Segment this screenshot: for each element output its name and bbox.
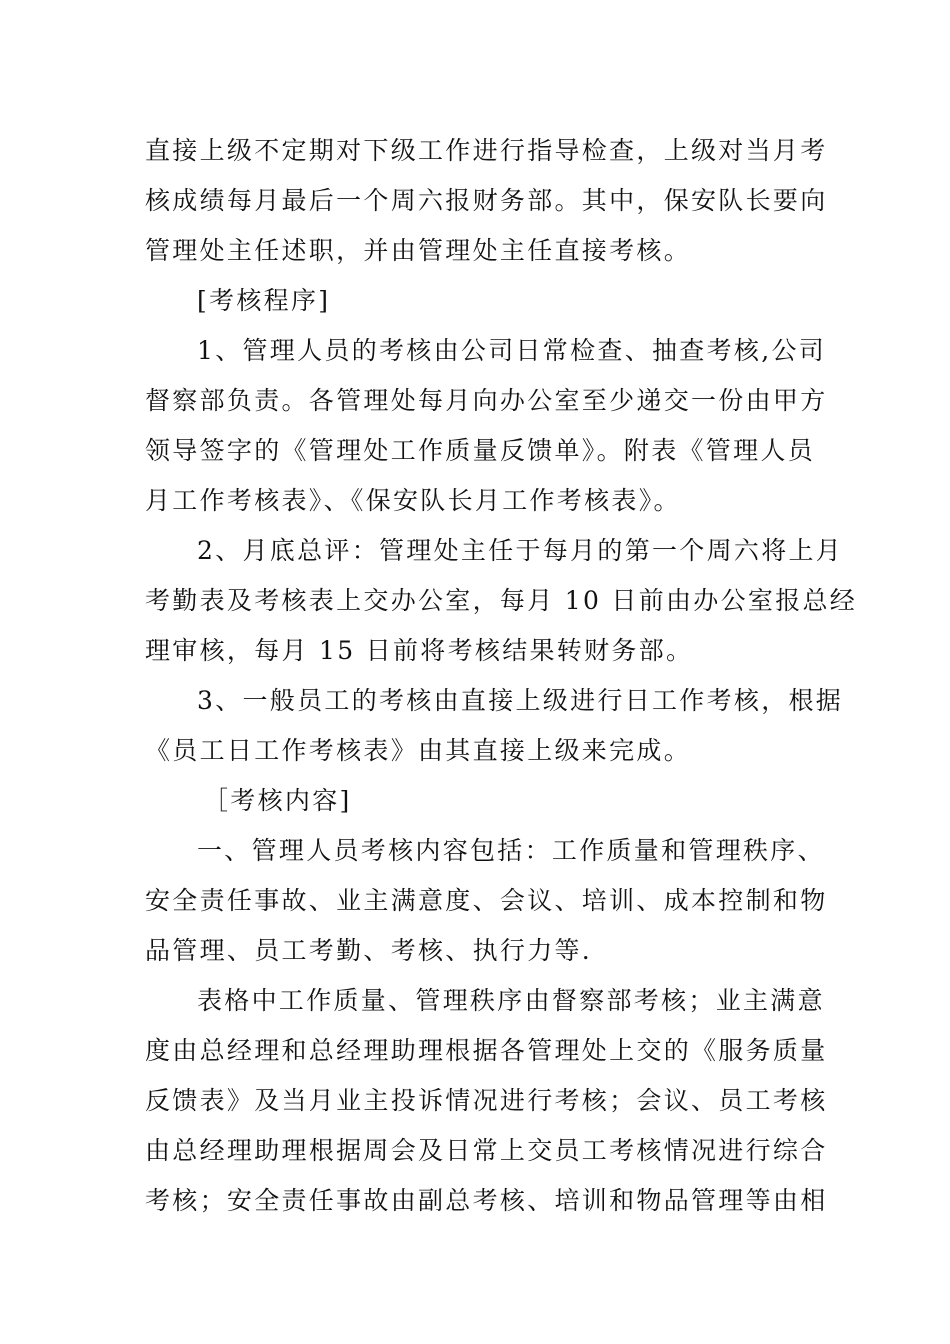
section-heading-procedure: [考核程序] xyxy=(197,286,331,315)
paragraph-line: 安全责任事故、业主满意度、会议、培训、成本控制和物 xyxy=(145,886,828,915)
paragraph-line: 3、一般员工的考核由直接上级进行日工作考核，根据 xyxy=(197,686,844,715)
paragraph-line: 反馈表》及当月业主投诉情况进行考核；会议、员工考核 xyxy=(145,1086,828,1115)
paragraph-line: 直接上级不定期对下级工作进行指导检查，上级对当月考 xyxy=(145,136,828,165)
paragraph-line: 度由总经理和总经理助理根据各管理处上交的《服务质量 xyxy=(145,1036,828,1065)
paragraph-line: 督察部负责。各管理处每月向办公室至少递交一份由甲方 xyxy=(145,386,828,415)
paragraph-line: 1、管理人员的考核由公司日常检查、抽查考核,公司 xyxy=(197,336,827,365)
paragraph-line: 月工作考核表》、《保安队长月工作考核表》。 xyxy=(145,486,681,515)
paragraph-line: 品管理、员工考勤、考核、执行力等. xyxy=(145,936,593,965)
paragraph-line: 核成绩每月最后一个周六报财务部。其中，保安队长要向 xyxy=(145,186,828,215)
paragraph-line: 理审核，每月 15 日前将考核结果转财务部。 xyxy=(145,636,694,665)
paragraph-line: 2、月底总评：管理处主任于每月的第一个周六将上月 xyxy=(197,536,844,565)
paragraph-line: 管理处主任述职，并由管理处主任直接考核。 xyxy=(145,236,692,265)
section-heading-content: ［考核内容] xyxy=(203,786,352,815)
document-body xyxy=(145,126,858,1226)
paragraph-line: 由总经理助理根据周会及日常上交员工考核情况进行综合 xyxy=(145,1136,828,1165)
paragraph-line: 表格中工作质量、管理秩序由督察部考核；业主满意 xyxy=(197,986,825,1015)
paragraph-line: 一、管理人员考核内容包括：工作质量和管理秩序、 xyxy=(197,836,825,865)
paragraph-line: 领导签字的《管理处工作质量反馈单》。附表《管理人员 xyxy=(145,436,816,465)
paragraph-line: 《员工日工作考核表》由其直接上级来完成。 xyxy=(145,736,692,765)
paragraph-line: 考勤表及考核表上交办公室，每月 10 日前由办公室报总经 xyxy=(145,586,858,615)
paragraph-line: 考核；安全责任事故由副总考核、培训和物品管理等由相 xyxy=(145,1186,828,1215)
